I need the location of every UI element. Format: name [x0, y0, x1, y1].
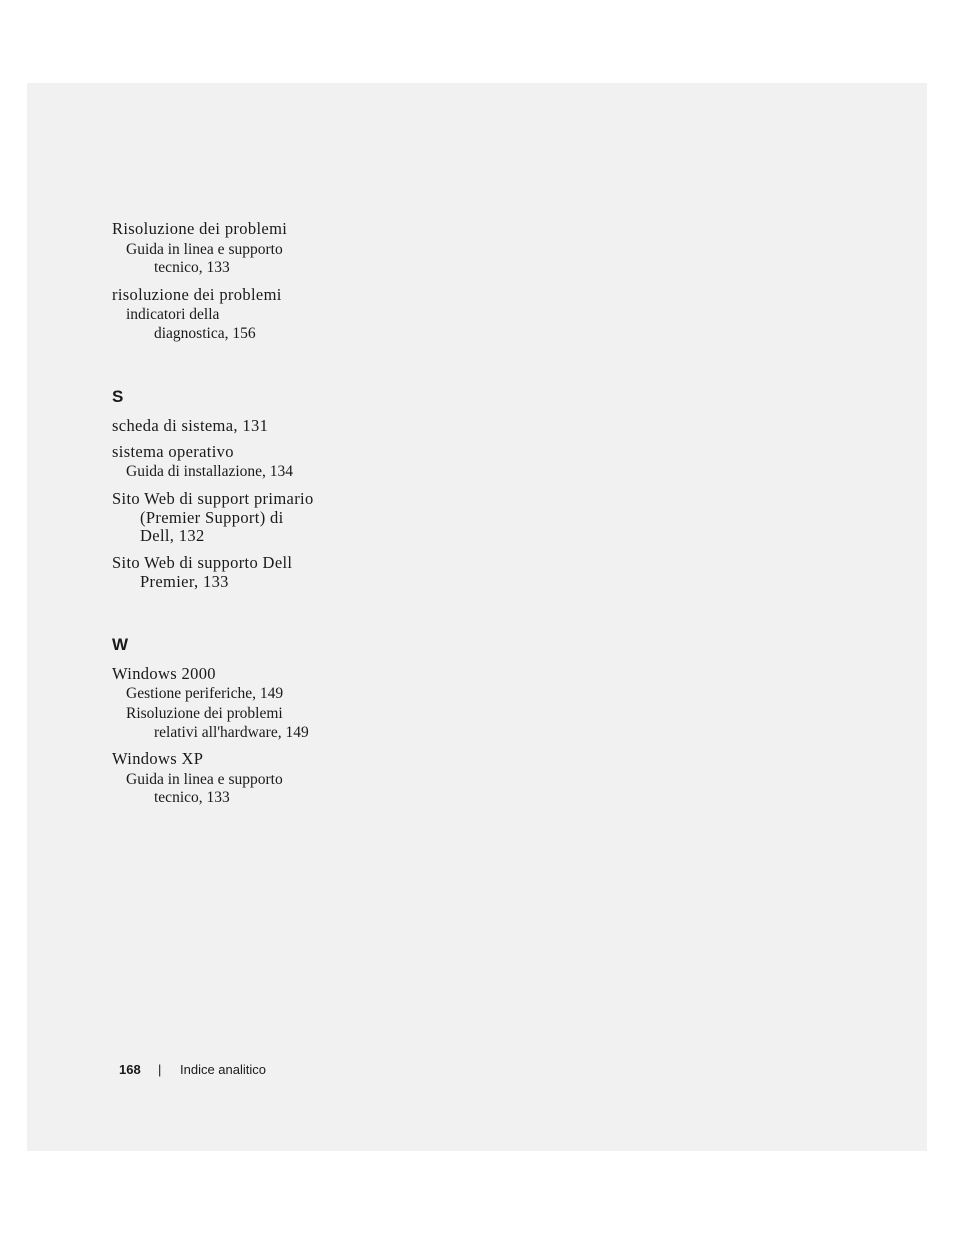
index-subentry: indicatori della	[126, 306, 220, 323]
page-number: 168	[119, 1062, 141, 1077]
index-entry-cont: Premier, 133	[140, 572, 229, 591]
index-letter-heading: S	[112, 387, 124, 406]
index-subentry: Risoluzione dei problemi	[126, 705, 283, 722]
index-subentry-cont: tecnico, 133	[154, 789, 230, 806]
index-entry-cont: (Premier Support) di	[140, 508, 284, 527]
index-subentry: Gestione periferiche, 149	[126, 685, 284, 702]
footer-separator: |	[158, 1062, 162, 1077]
index-subentry-cont: diagnostica, 156	[154, 325, 256, 342]
index-letter-heading: W	[112, 635, 129, 654]
index-subentry: Guida in linea e supporto	[126, 771, 283, 788]
index-entry: Sito Web di supporto Dell	[112, 553, 293, 572]
index-subentry-cont: tecnico, 133	[154, 259, 230, 276]
index-entry: Sito Web di support primario	[112, 489, 314, 508]
footer-section-title: Indice analitico	[180, 1062, 266, 1077]
index-entry-cont: Dell, 132	[140, 526, 205, 545]
index-subentry: Guida di installazione, 134	[126, 463, 294, 480]
index-entry: scheda di sistema, 131	[112, 416, 269, 435]
index-entry: Windows 2000	[112, 664, 216, 683]
index-entry: sistema operativo	[112, 442, 234, 461]
index-subentry: Guida in linea e supporto	[126, 241, 283, 258]
index-entry: Risoluzione dei problemi	[112, 219, 288, 238]
index-entry: Windows XP	[112, 749, 204, 768]
index-subentry-cont: relativi all'hardware, 149	[154, 724, 309, 741]
index-entry: risoluzione dei problemi	[112, 285, 282, 304]
